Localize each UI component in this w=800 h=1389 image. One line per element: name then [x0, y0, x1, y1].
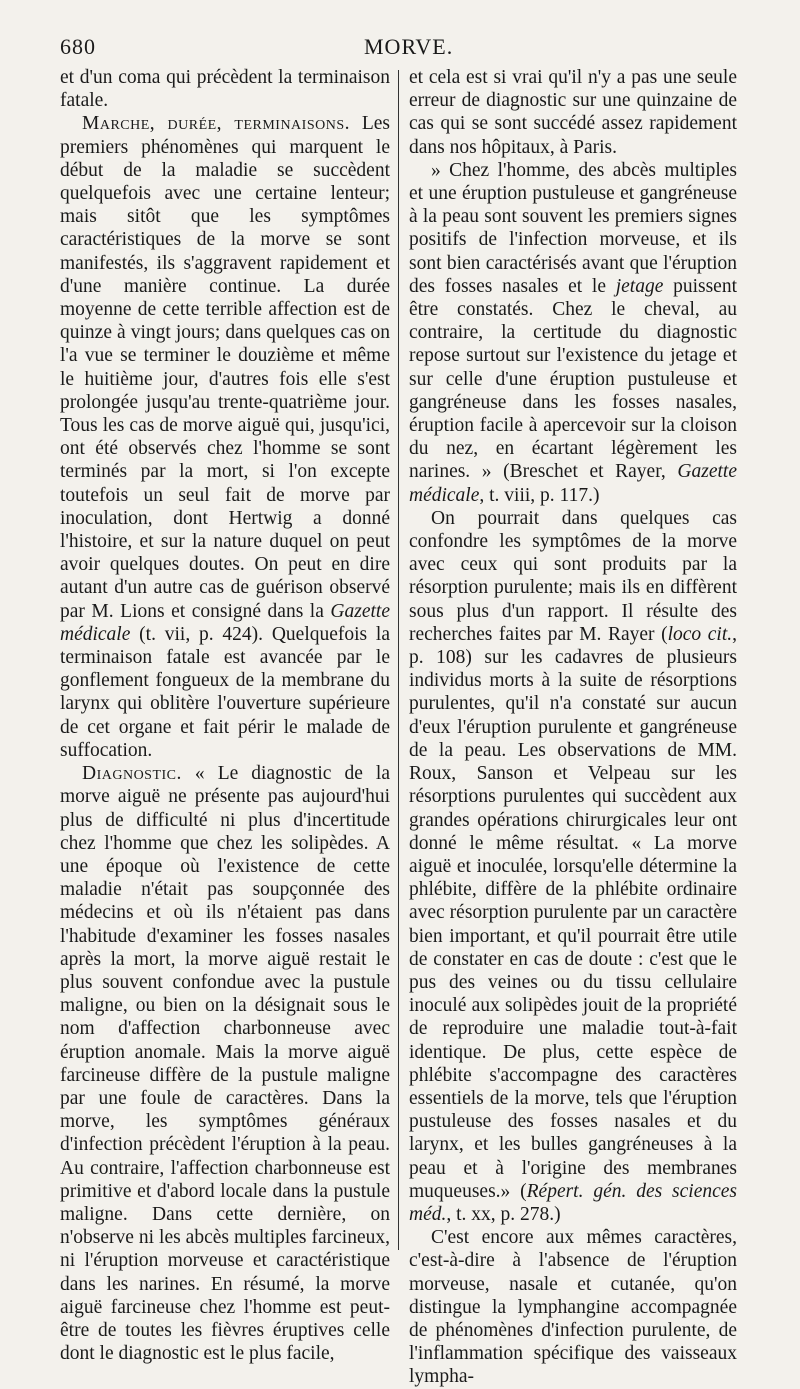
paragraph-text: puissent être constatés. Chez le cheval, au contraire, la certitude du diagnostic repose surtout sur l'existence du jetage et sur celle d'une éruption pustuleuse et gangréneuse dans les fosses nasales, éruption facile à apercevoir sur la cloison du nez, en écartant légèrement les narines. » (Breschet et Rayer,: [409, 275, 737, 483]
page-header: [0, 30, 800, 64]
paragraph-text: Les premiers phénomènes qui marquent le début de la maladie se succèdent quelquefois avec une certaine lenteur; mais sitôt que les symptômes caractéristiques de la morve se sont manifestés, ils s'aggravent rapidement et d'une manière continue. La durée moyenne de cette terrible affection est de quinze à vingt jours; dans quelques cas on l'a vue se terminer le douzième et même le huitième jour, d'autres fois elle s'est prolongée jusqu'au trente-quatrième jour. Tous les cas de morve aiguë qui, jusqu'ici, ont été observés chez l'homme se sont terminés par la mort, si l'on excepte toutefois un seul fait de morve par inoculation, dont Hertwig a donné l'histoire, et sur la nature duquel on peut avoir quelques doutes. On peut en dire autant d'un autre cas de guérison observé par M. Lions et consigné dans la: [60, 113, 390, 622]
paragraph-text: et cela est si vrai qu'il n'y a pas une seule erreur de diagnostic sur une quinzaine de cas qui se sont succédé assez rapidement dans nos hôpitaux, à Paris.: [409, 67, 737, 158]
paragraph: [60, 66, 390, 112]
section-heading: Marche, durée, terminaisons.: [82, 113, 350, 135]
emphasis: jetage: [615, 275, 664, 297]
citation: Répert. gén. des sciences méd.: [409, 1180, 737, 1225]
paragraph: [409, 1226, 737, 1388]
citation: Gazette médicale: [60, 600, 390, 645]
paragraph-text: » Chez l'homme, des abcès multiples et une éruption pustuleuse et gangréneuse à la peau sont souvent les premiers signes positifs de l'infection morveuse, et ils sont bien caractérisés avant que l'éruption des fosses nasales et le: [409, 159, 737, 297]
paragraph-text: , t. xx, p. 278.): [446, 1203, 561, 1225]
page-number: 680: [60, 34, 96, 59]
paragraph: [60, 112, 390, 762]
paragraph-text: C'est encore aux mêmes caractères, c'est-à-dire à l'absence de l'éruption morveuse, nasale et cutanée, qu'on distingue la lymphangine accompagnée de phénomènes d'infection purulente, de l'inflammation spécifique des vaisseaux lympha-: [409, 1227, 737, 1388]
running-title: MORVE.: [364, 34, 454, 59]
paragraph-text: , p. 108) sur les cadavres de plusieurs individus morts à la suite de résorptions purulentes, qu'il n'a constaté sur aucun d'eux l'éruption purulente et gangréneuse de la peau. Les observations de MM. Roux, Sanson et Velpeau sur les résorptions purulentes qui succèdent aux grandes opérations chirurgicales leur ont donné le même résultat. « La morve aiguë et inoculée, lorsqu'elle détermine la phlébite, diffère de la phlébite ordinaire avec résorption purulente par un caractère bien important, et qu'il pourrait être utile de constater en cas de doute : c'est que le pus des veines ou du tissu cellulaire inoculé aux solipèdes jouit de la propriété de reproduire une maladie tout-à-fait identique. De plus, cette espèce de phlébite s'accompagne des caractères essentiels de la morve, tels que l'éruption pustuleuse des fosses nasales et du larynx, et les bulles gangréneuses à la peau et à l'origine des membranes muqueuses.» (: [409, 623, 737, 1202]
paragraph: [409, 507, 737, 1226]
citation: Gazette médicale: [409, 461, 737, 506]
left-column: [60, 66, 390, 1365]
paragraph: [409, 159, 737, 507]
section-heading: Diagnostic.: [82, 763, 182, 785]
paragraph: [409, 66, 737, 159]
citation: loco cit.: [667, 623, 733, 645]
paragraph-text: « Le diagnostic de la morve aiguë ne présente pas aujourd'hui plus de difficulté ni plus d'incertitude chez l'homme que chez les solipèdes. A une époque où l'existence de cette maladie n'était pas soupçonnée des médecins et où ils n'étaient pas dans l'habitude d'examiner les fosses nasales après la mort, la morve aiguë restait le plus souvent confondue avec la pustule maligne, ou bien on la désignait sous le nom d'affection charbonneuse avec éruption anomale. Mais la morve aiguë farcineuse diffère de la pustule maligne par une foule de caractères. Dans la morve, les symptômes généraux d'infection précèdent l'éruption à la peau. Au contraire, l'affection charbonneuse est primitive et d'abord locale dans la pustule maligne. Dans cette dernière, on n'observe ni les abcès multiples farcineux, ni l'éruption morveuse et caractéristique dans les narines. En résumé, la morve aiguë farcineuse chez l'homme est peut-être de toutes les fièvres éruptives celle dont le diagnostic est le plus facile,: [60, 763, 390, 1365]
paragraph-text: On pourrait dans quelques cas confondre les symptômes de la morve avec ceux qui sont produits par la résorption purulente; mais ils en diffèrent sous plus d'un rapport. Il résulte des recherches faites par M. Rayer (: [409, 507, 737, 645]
paragraph-text: , t. viii, p. 117.): [479, 484, 600, 506]
paragraph-text: (t. vii, p. 424). Quelquefois la terminaison fatale est avancée par le gonflement fongueux de la membrane du larynx qui oblitère l'ouverture supérieure de cet organe et fait périr le malade de suffocation.: [60, 623, 390, 761]
column-divider: [398, 70, 399, 1250]
paragraph: [60, 762, 390, 1365]
right-column: [409, 66, 737, 1389]
paragraph-text: et d'un coma qui précèdent la terminaison fatale.: [60, 67, 390, 112]
